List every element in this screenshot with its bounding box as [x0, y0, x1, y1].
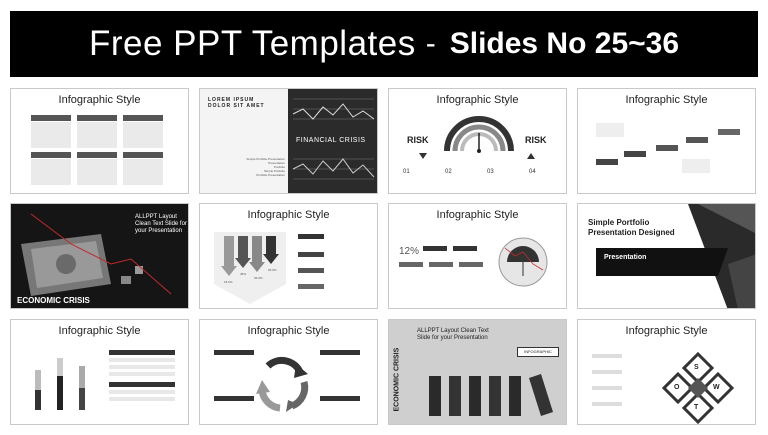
stacked-bar-graphic — [11, 320, 189, 425]
slide-text: ALLPPT Layout Clean Text Slide for your Presentation — [417, 328, 489, 341]
header-banner — [10, 11, 758, 77]
slide-thumbnail-2[interactable] — [199, 88, 378, 194]
arrow-infographic — [200, 204, 378, 309]
content-box — [123, 159, 163, 185]
slide-title: Infographic Style — [58, 94, 141, 106]
vertical-caption: ECONOMIC CRISIS — [393, 347, 401, 412]
content-box — [77, 122, 117, 148]
step-bar — [686, 137, 708, 143]
slide-title: Infographic Style — [625, 94, 708, 106]
step-bar — [656, 145, 678, 151]
image-caption: FINANCIAL CRISIS — [296, 137, 366, 144]
slide-title: Infographic Style — [436, 209, 519, 221]
risk-label-right: RISK — [525, 135, 547, 145]
domino-blocks-image — [389, 320, 567, 425]
step-bar — [596, 159, 618, 165]
value-label: 15.0% — [224, 280, 233, 284]
list-item: Portfolio — [273, 165, 285, 169]
slide-thumbnail-8[interactable] — [577, 203, 756, 309]
percent-value: 12% — [399, 246, 420, 257]
content-header — [77, 152, 117, 158]
list-item: Portfolio Presentation — [256, 173, 285, 177]
text-line — [592, 370, 622, 374]
content-header — [77, 115, 117, 121]
list-item: Simple Portfolio Presentation — [246, 157, 285, 161]
banner-label: Presentation — [604, 254, 647, 261]
slide-thumbnail-3[interactable] — [388, 88, 567, 194]
banner-subtitle: Slides No 25~36 — [449, 27, 680, 60]
swot-letter: W — [713, 384, 720, 391]
step-number: 01 — [403, 169, 410, 175]
swot-letter: T — [694, 404, 699, 411]
value-label: 35.0% — [254, 276, 263, 280]
text-block — [596, 123, 624, 137]
content-header — [31, 152, 71, 158]
content-header — [123, 115, 163, 121]
slide-heading: Simple Portfolio Presentation Designed — [588, 218, 675, 237]
list-item: Presentation — [268, 161, 285, 165]
slide-thumbnail-6[interactable] — [199, 203, 378, 309]
value-label: 65.0% — [268, 268, 277, 272]
content-box — [31, 122, 71, 148]
step-number: 03 — [487, 169, 494, 175]
content-header — [123, 152, 163, 158]
text-line — [592, 386, 622, 390]
content-header — [31, 115, 71, 121]
content-box — [123, 122, 163, 148]
slide-thumbnail-5[interactable] — [10, 203, 189, 309]
content-box — [77, 159, 117, 185]
stock-screen-image — [288, 89, 378, 194]
slide-title: Infographic Style — [58, 325, 141, 337]
swot-letter: O — [674, 384, 680, 391]
slide-title: Infographic Style — [625, 325, 708, 337]
banner-title: Free PPT Templates — [88, 24, 416, 63]
step-bar — [718, 129, 740, 135]
step-bar — [624, 151, 646, 157]
slide-thumbnail-1[interactable] — [10, 88, 189, 194]
slide-caption: ECONOMIC CRISIS — [17, 296, 90, 305]
slide-heading: LOREM IPSUM DOLOR SIT AMET — [208, 97, 265, 109]
slide-title: Infographic Style — [247, 325, 330, 337]
tag-label: INFOGRAPHIC — [517, 347, 559, 357]
slide-thumbnail-9[interactable] — [10, 319, 189, 425]
slide-thumbnail-12[interactable] — [577, 319, 756, 425]
slide-title: Infographic Style — [436, 94, 519, 106]
slide-title: Infographic Style — [247, 209, 330, 221]
slide-thumbnail-4[interactable] — [577, 88, 756, 194]
umbrella-infographic — [389, 204, 567, 309]
swot-letter: S — [694, 364, 699, 371]
content-box — [31, 159, 71, 185]
slide-thumbnail-7[interactable] — [388, 203, 567, 309]
banner-dash: - — [425, 27, 436, 60]
step-number: 02 — [445, 169, 452, 175]
cycle-arrows-graphic — [200, 320, 378, 425]
risk-label-left: RISK — [407, 135, 429, 145]
text-block — [682, 159, 710, 173]
value-label: 45% — [240, 272, 247, 276]
slide-thumbnail-11[interactable] — [388, 319, 567, 425]
slide-text: ALLPPT Layout Clean Text Slide for your Presentation — [135, 214, 187, 234]
text-line — [592, 402, 622, 406]
bullet-list — [230, 157, 285, 177]
list-item: Simple Portfolio — [263, 169, 285, 173]
slide-thumbnail-10[interactable] — [199, 319, 378, 425]
step-number: 04 — [529, 169, 536, 175]
text-line — [592, 354, 622, 358]
